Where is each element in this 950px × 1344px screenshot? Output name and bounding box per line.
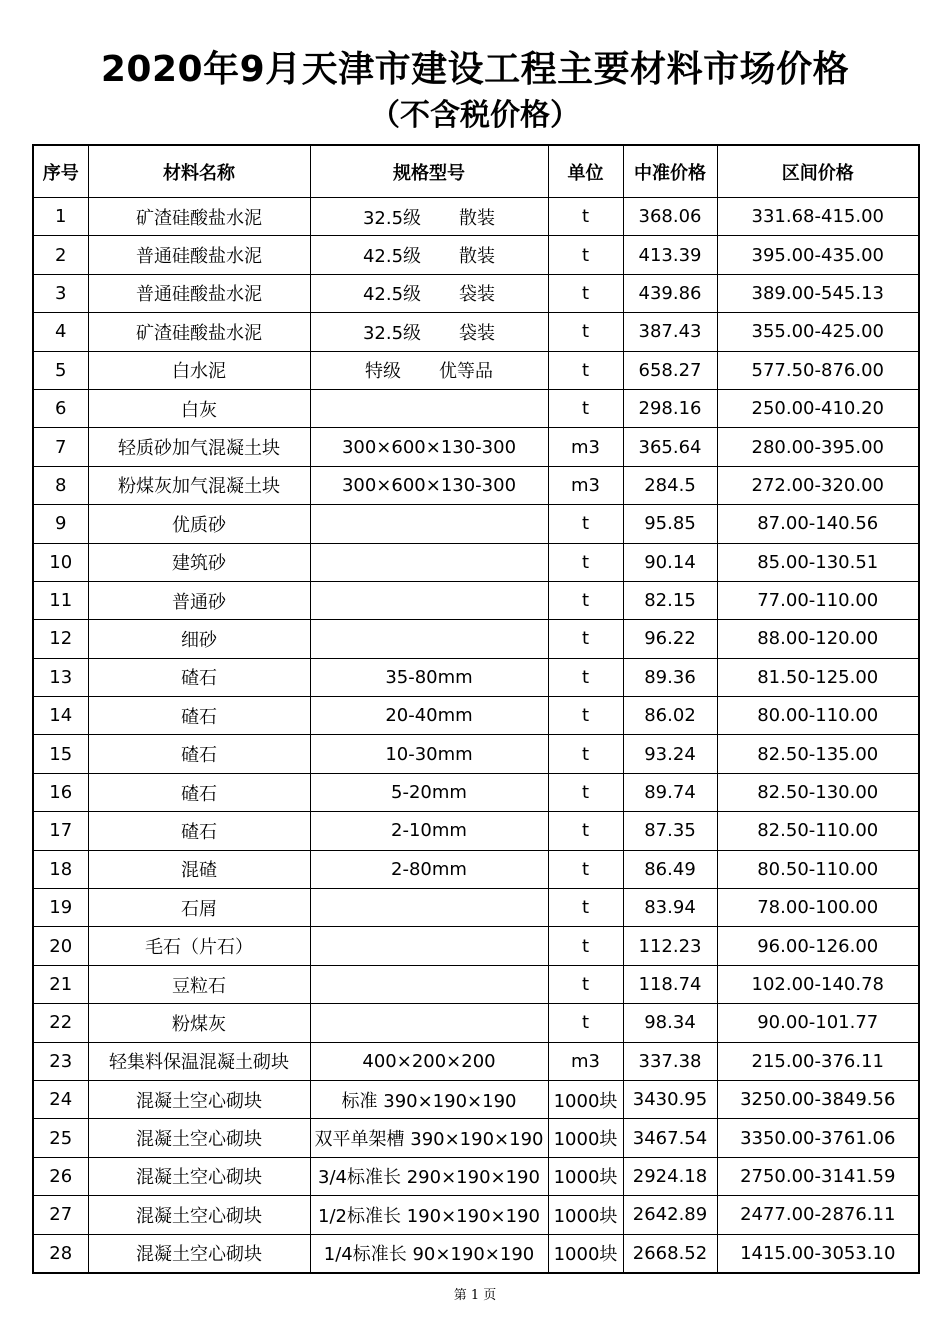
table-row	[33, 1004, 919, 1042]
cell-range-price: 80.00-110.00	[717, 697, 919, 735]
cell-mid-price: 118.74	[623, 965, 717, 1003]
price-table	[32, 144, 920, 1274]
cell-mid-price: 93.24	[623, 735, 717, 773]
cell-material-name: 普通硅酸盐水泥	[88, 236, 310, 274]
cell-no: 3	[33, 274, 88, 312]
cell-material-name: 混凝土空心砌块	[88, 1157, 310, 1195]
cell-material-name: 优质砂	[88, 505, 310, 543]
cell-no: 17	[33, 812, 88, 850]
cell-unit: t	[548, 620, 623, 658]
cell-spec	[310, 236, 548, 274]
cell-range-price: 82.50-130.00	[717, 773, 919, 811]
cell-material-name: 碴石	[88, 658, 310, 696]
spec-part: 特级	[365, 361, 401, 383]
cell-mid-price: 337.38	[623, 1042, 717, 1080]
spec-part: 1/4标准长 90×190×190	[323, 1244, 535, 1266]
cell-spec	[310, 1234, 548, 1273]
cell-range-price: 3250.00-3849.56	[717, 1080, 919, 1118]
table-row	[33, 620, 919, 658]
cell-spec	[310, 927, 548, 965]
cell-material-name: 白水泥	[88, 351, 310, 389]
table-row	[33, 389, 919, 427]
cell-material-name: 建筑砂	[88, 543, 310, 581]
table-row	[33, 773, 919, 811]
cell-unit: t	[548, 236, 623, 274]
page-number: 第 1 页	[453, 1288, 497, 1303]
cell-mid-price: 82.15	[623, 581, 717, 619]
spec-part: 2-80mm	[391, 858, 467, 880]
cell-no: 20	[33, 927, 88, 965]
cell-mid-price: 90.14	[623, 543, 717, 581]
cell-spec	[310, 735, 548, 773]
cell-unit: t	[548, 889, 623, 927]
cell-no: 16	[33, 773, 88, 811]
cell-material-name: 粉煤灰加气混凝土块	[88, 466, 310, 504]
spec-part: 标准 390×190×190	[341, 1090, 517, 1112]
cell-range-price: 78.00-100.00	[717, 889, 919, 927]
cell-no: 22	[33, 1004, 88, 1042]
cell-spec	[310, 658, 548, 696]
cell-spec	[310, 850, 548, 888]
table-row	[33, 1080, 919, 1118]
cell-unit: t	[548, 773, 623, 811]
cell-range-price: 80.50-110.00	[717, 850, 919, 888]
cell-mid-price: 387.43	[623, 313, 717, 351]
cell-mid-price: 86.02	[623, 697, 717, 735]
cell-no: 5	[33, 351, 88, 389]
cell-spec	[310, 889, 548, 927]
cell-material-name: 混碴	[88, 850, 310, 888]
spec-part: 10-30mm	[385, 743, 473, 765]
cell-mid-price: 83.94	[623, 889, 717, 927]
cell-range-price: 577.50-876.00	[717, 351, 919, 389]
cell-no: 2	[33, 236, 88, 274]
cell-spec	[310, 351, 548, 389]
cell-no: 6	[33, 389, 88, 427]
cell-no: 12	[33, 620, 88, 658]
cell-mid-price: 89.36	[623, 658, 717, 696]
cell-material-name: 细砂	[88, 620, 310, 658]
cell-unit: t	[548, 351, 623, 389]
cell-spec	[310, 198, 548, 236]
cell-range-price: 215.00-376.11	[717, 1042, 919, 1080]
cell-spec	[310, 620, 548, 658]
cell-range-price: 389.00-545.13	[717, 274, 919, 312]
cell-spec	[310, 1004, 548, 1042]
table-row	[33, 697, 919, 735]
cell-no: 14	[33, 697, 88, 735]
cell-unit: t	[548, 313, 623, 351]
cell-material-name: 碴石	[88, 812, 310, 850]
cell-unit: t	[548, 965, 623, 1003]
cell-unit: 1000块	[548, 1080, 623, 1118]
page-title: 2020年9月天津市建设工程主要材料市场价格	[100, 49, 850, 90]
table-row	[33, 735, 919, 773]
cell-material-name: 石屑	[88, 889, 310, 927]
cell-unit: 1000块	[548, 1196, 623, 1234]
cell-mid-price: 413.39	[623, 236, 717, 274]
spec-part: 42.5级	[362, 284, 422, 306]
cell-mid-price: 298.16	[623, 389, 717, 427]
header-no: 序号	[33, 145, 88, 198]
cell-spec	[310, 389, 548, 427]
cell-unit: 1000块	[548, 1157, 623, 1195]
cell-no: 24	[33, 1080, 88, 1118]
cell-no: 9	[33, 505, 88, 543]
spec-part: 35-80mm	[385, 666, 473, 688]
table-row	[33, 1234, 919, 1273]
header-spec: 规格型号	[310, 145, 548, 198]
header-mid-price: 中准价格	[623, 145, 717, 198]
cell-no: 21	[33, 965, 88, 1003]
cell-spec	[310, 1119, 548, 1157]
cell-mid-price: 284.5	[623, 466, 717, 504]
cell-spec	[310, 274, 548, 312]
table-row	[33, 466, 919, 504]
cell-range-price: 85.00-130.51	[717, 543, 919, 581]
cell-no: 28	[33, 1234, 88, 1273]
spec-part: 散装	[459, 246, 496, 268]
cell-unit: m3	[548, 466, 623, 504]
cell-spec	[310, 466, 548, 504]
cell-unit: t	[548, 850, 623, 888]
cell-no: 8	[33, 466, 88, 504]
cell-material-name: 白灰	[88, 389, 310, 427]
table-header-row	[33, 145, 919, 198]
cell-unit: m3	[548, 1042, 623, 1080]
cell-spec	[310, 581, 548, 619]
cell-mid-price: 86.49	[623, 850, 717, 888]
spec-part: 1/2标准长 190×190×190	[318, 1205, 540, 1227]
cell-unit: 1000块	[548, 1234, 623, 1273]
cell-mid-price: 112.23	[623, 927, 717, 965]
table-row	[33, 889, 919, 927]
table-row	[33, 313, 919, 351]
cell-spec	[310, 812, 548, 850]
cell-unit: t	[548, 697, 623, 735]
cell-no: 23	[33, 1042, 88, 1080]
cell-material-name: 混凝土空心砌块	[88, 1196, 310, 1234]
cell-material-name: 碴石	[88, 697, 310, 735]
cell-material-name: 轻质砂加气混凝土块	[88, 428, 310, 466]
spec-part: 20-40mm	[385, 705, 473, 727]
cell-material-name: 普通硅酸盐水泥	[88, 274, 310, 312]
cell-unit: t	[548, 198, 623, 236]
cell-spec	[310, 1196, 548, 1234]
table-row	[33, 1157, 919, 1195]
cell-range-price: 3350.00-3761.06	[717, 1119, 919, 1157]
cell-material-name: 混凝土空心砌块	[88, 1119, 310, 1157]
cell-spec	[310, 697, 548, 735]
cell-range-price: 395.00-435.00	[717, 236, 919, 274]
spec-part: 散装	[459, 207, 496, 229]
cell-range-price: 82.50-110.00	[717, 812, 919, 850]
cell-range-price: 250.00-410.20	[717, 389, 919, 427]
spec-part: 袋装	[459, 322, 496, 344]
cell-range-price: 77.00-110.00	[717, 581, 919, 619]
cell-spec	[310, 773, 548, 811]
cell-range-price: 280.00-395.00	[717, 428, 919, 466]
cell-mid-price: 3430.95	[623, 1080, 717, 1118]
cell-unit: t	[548, 505, 623, 543]
cell-spec	[310, 313, 548, 351]
cell-range-price: 331.68-415.00	[717, 198, 919, 236]
cell-material-name: 碴石	[88, 773, 310, 811]
cell-mid-price: 98.34	[623, 1004, 717, 1042]
cell-range-price: 102.00-140.78	[717, 965, 919, 1003]
cell-material-name: 矿渣硅酸盐水泥	[88, 313, 310, 351]
cell-unit: t	[548, 543, 623, 581]
spec-part: 3/4标准长 290×190×190	[318, 1167, 540, 1189]
cell-no: 13	[33, 658, 88, 696]
header-unit: 单位	[548, 145, 623, 198]
cell-no: 18	[33, 850, 88, 888]
cell-spec	[310, 543, 548, 581]
header-range-price: 区间价格	[717, 145, 919, 198]
cell-material-name: 毛石（片石）	[88, 927, 310, 965]
cell-unit: t	[548, 1004, 623, 1042]
cell-spec	[310, 1080, 548, 1118]
table-row	[33, 543, 919, 581]
cell-spec	[310, 1042, 548, 1080]
spec-part: 42.5级	[362, 246, 422, 268]
cell-mid-price: 2642.89	[623, 1196, 717, 1234]
cell-unit: m3	[548, 428, 623, 466]
cell-material-name: 矿渣硅酸盐水泥	[88, 198, 310, 236]
table-row	[33, 965, 919, 1003]
cell-spec	[310, 1157, 548, 1195]
table-row	[33, 812, 919, 850]
cell-spec	[310, 505, 548, 543]
cell-range-price: 96.00-126.00	[717, 927, 919, 965]
cell-spec	[310, 428, 548, 466]
cell-mid-price: 95.85	[623, 505, 717, 543]
cell-material-name: 普通砂	[88, 581, 310, 619]
cell-unit: t	[548, 658, 623, 696]
cell-mid-price: 87.35	[623, 812, 717, 850]
cell-range-price: 82.50-135.00	[717, 735, 919, 773]
cell-mid-price: 658.27	[623, 351, 717, 389]
spec-part: 优等品	[439, 361, 493, 383]
cell-unit: t	[548, 274, 623, 312]
spec-part: 300×600×130-300	[341, 474, 517, 496]
cell-mid-price: 89.74	[623, 773, 717, 811]
spec-part: 双平单架槽 390×190×190	[314, 1129, 544, 1151]
cell-range-price: 355.00-425.00	[717, 313, 919, 351]
spec-part: 32.5级	[362, 322, 422, 344]
table-row	[33, 274, 919, 312]
cell-unit: t	[548, 927, 623, 965]
table-row	[33, 1042, 919, 1080]
page-subtitle: （不含税价格）	[370, 98, 580, 133]
spec-part: 5-20mm	[391, 782, 467, 804]
cell-no: 27	[33, 1196, 88, 1234]
cell-no: 15	[33, 735, 88, 773]
table-row	[33, 198, 919, 236]
cell-range-price: 88.00-120.00	[717, 620, 919, 658]
table-row	[33, 351, 919, 389]
cell-mid-price: 2668.52	[623, 1234, 717, 1273]
cell-unit: t	[548, 581, 623, 619]
table-row	[33, 927, 919, 965]
table-row	[33, 236, 919, 274]
spec-part: 32.5级	[362, 207, 422, 229]
cell-unit: t	[548, 812, 623, 850]
table-row	[33, 1196, 919, 1234]
cell-range-price: 272.00-320.00	[717, 466, 919, 504]
cell-no: 26	[33, 1157, 88, 1195]
spec-part: 400×200×200	[362, 1050, 496, 1072]
cell-no: 19	[33, 889, 88, 927]
cell-mid-price: 96.22	[623, 620, 717, 658]
cell-mid-price: 439.86	[623, 274, 717, 312]
cell-no: 1	[33, 198, 88, 236]
cell-material-name: 混凝土空心砌块	[88, 1234, 310, 1273]
cell-spec	[310, 965, 548, 1003]
cell-no: 7	[33, 428, 88, 466]
spec-part: 300×600×130-300	[341, 436, 517, 458]
cell-unit: t	[548, 735, 623, 773]
cell-mid-price: 3467.54	[623, 1119, 717, 1157]
cell-mid-price: 365.64	[623, 428, 717, 466]
cell-unit: t	[548, 389, 623, 427]
cell-material-name: 碴石	[88, 735, 310, 773]
table-row	[33, 850, 919, 888]
header-name: 材料名称	[88, 145, 310, 198]
cell-material-name: 混凝土空心砌块	[88, 1080, 310, 1118]
cell-no: 11	[33, 581, 88, 619]
cell-material-name: 轻集料保温混凝土砌块	[88, 1042, 310, 1080]
cell-range-price: 1415.00-3053.10	[717, 1234, 919, 1273]
cell-range-price: 87.00-140.56	[717, 505, 919, 543]
cell-range-price: 2750.00-3141.59	[717, 1157, 919, 1195]
cell-mid-price: 2924.18	[623, 1157, 717, 1195]
cell-no: 10	[33, 543, 88, 581]
table-row	[33, 428, 919, 466]
cell-material-name: 粉煤灰	[88, 1004, 310, 1042]
cell-range-price: 90.00-101.77	[717, 1004, 919, 1042]
cell-range-price: 81.50-125.00	[717, 658, 919, 696]
table-row	[33, 658, 919, 696]
cell-range-price: 2477.00-2876.11	[717, 1196, 919, 1234]
table-row	[33, 1119, 919, 1157]
cell-material-name: 豆粒石	[88, 965, 310, 1003]
cell-unit: 1000块	[548, 1119, 623, 1157]
cell-mid-price: 368.06	[623, 198, 717, 236]
table-row	[33, 505, 919, 543]
spec-part: 袋装	[459, 284, 496, 306]
table-row	[33, 581, 919, 619]
cell-no: 25	[33, 1119, 88, 1157]
spec-part: 2-10mm	[391, 820, 467, 842]
cell-no: 4	[33, 313, 88, 351]
